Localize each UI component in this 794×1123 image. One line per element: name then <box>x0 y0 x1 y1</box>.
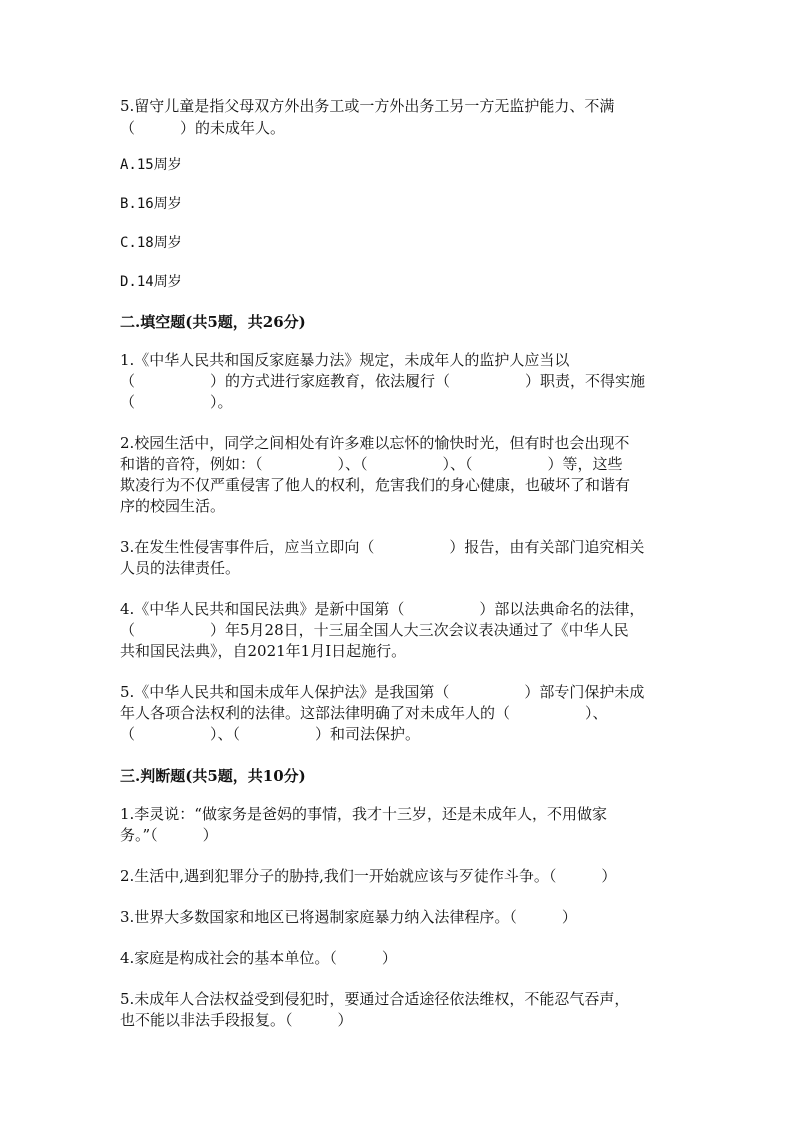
fill-in-item-1-line-2: （ ）的方式进行家庭教育，依法履行（ ）职责，不得实施 <box>120 372 646 390</box>
option-b: B.16周岁 <box>120 196 182 212</box>
fill-in-item-2-line-2: 和谐的音符，例如：（ ）、（ ）、（ ）等，这些 <box>120 455 623 473</box>
true-false-item-3 <box>120 907 680 928</box>
fill-in-item-3-line-2: 人员的法律责任。 <box>120 559 241 577</box>
fill-in-item-3-line-1: 3.在发生性侵害事件后，应当立即向（ ）报告，由有关部门追究相关 <box>120 538 645 556</box>
choice-question-5 <box>120 95 680 292</box>
true-false-item-5-line-1: 5.未成年人合法权益受到侵犯时，要通过合适途径依法维权，不能忍气吞声， <box>120 990 630 1008</box>
fill-in-section <box>120 311 680 745</box>
true-false-item-3-line-1: 3.世界大多数国家和地区已将遏制家庭暴力纳入法律程序。（ ） <box>120 908 577 926</box>
true-false-item-5-line-2: 也不能以非法手段报复。（ ） <box>120 1011 353 1029</box>
fill-in-item-2-line-1: 2.校园生活中，同学之间相处有许多难以忘怀的愉快时光，但有时也会出现不 <box>120 434 630 452</box>
fill-in-item-4-line-3: 共和国民法典》，自2021年1月I日起施行。 <box>120 642 407 660</box>
question-5-line-1: 5.留守儿童是指父母双方外出务工或一方外出务工另一方无监护能力、不满 <box>120 97 615 115</box>
fill-in-item-2-line-4: 序的校园生活。 <box>120 497 226 515</box>
fill-in-item-5 <box>120 682 680 745</box>
fill-in-item-1-line-1: 1.《中华人民共和国反家庭暴力法》规定，未成年人的监护人应当以 <box>120 351 570 369</box>
question-5-options <box>120 155 680 292</box>
fill-in-section-title: 二.填空题(共5题，共26分) <box>120 313 306 331</box>
fill-in-item-1-line-3: （ ）。 <box>120 393 233 411</box>
question-5-line-2: （ ）的未成年人。 <box>120 119 286 137</box>
fill-in-item-4-line-1: 4.《中华人民共和国民法典》是新中国第（ ）部以法典命名的法律， <box>120 600 645 618</box>
true-false-section <box>120 765 680 1031</box>
fill-in-item-5-line-3: （ ）、（ ）和司法保护。 <box>120 725 421 743</box>
true-false-item-2 <box>120 866 680 887</box>
fill-in-item-4-line-2: （ ）年5月28日，十三届全国人大三次会议表决通过了《中华人民 <box>120 621 629 639</box>
true-false-items <box>120 804 680 1031</box>
fill-in-item-2-line-3: 欺凌行为不仅严重侵害了他人的权利，危害我们的身心健康，也破坏了和谐有 <box>120 476 631 494</box>
option-c: C.18周岁 <box>120 235 182 251</box>
fill-in-item-4 <box>120 599 680 662</box>
true-false-item-1 <box>120 804 680 846</box>
true-false-item-2-line-1: 2.生活中,遇到犯罪分子的胁持,我们一开始就应该与歹徒作斗争。（ ） <box>120 867 617 885</box>
fill-in-item-2 <box>120 433 680 517</box>
true-false-section-title: 三.判断题(共5题，共10分) <box>120 767 306 785</box>
fill-in-items <box>120 350 680 745</box>
true-false-item-5 <box>120 989 680 1031</box>
fill-in-item-3 <box>120 537 680 579</box>
true-false-item-1-line-1: 1.李灵说：“做家务是爸妈的事情，我才十三岁，还是未成年人，不用做家 <box>120 805 607 823</box>
fill-in-item-5-line-1: 5.《中华人民共和国未成年人保护法》是我国第（ ）部专门保护未成 <box>120 683 645 701</box>
option-d: D.14周岁 <box>120 274 182 290</box>
fill-in-item-5-line-2: 年人各项合法权利的法律。这部法律明确了对未成年人的（ ）、 <box>120 704 608 722</box>
true-false-item-1-line-2: 务。”（ ） <box>120 826 218 844</box>
document-content <box>120 95 680 1051</box>
true-false-item-4-line-1: 4.家庭是构成社会的基本单位。（ ） <box>120 949 397 967</box>
fill-in-item-1 <box>120 350 680 413</box>
option-a: A.15周岁 <box>120 157 182 173</box>
true-false-item-4 <box>120 948 680 969</box>
